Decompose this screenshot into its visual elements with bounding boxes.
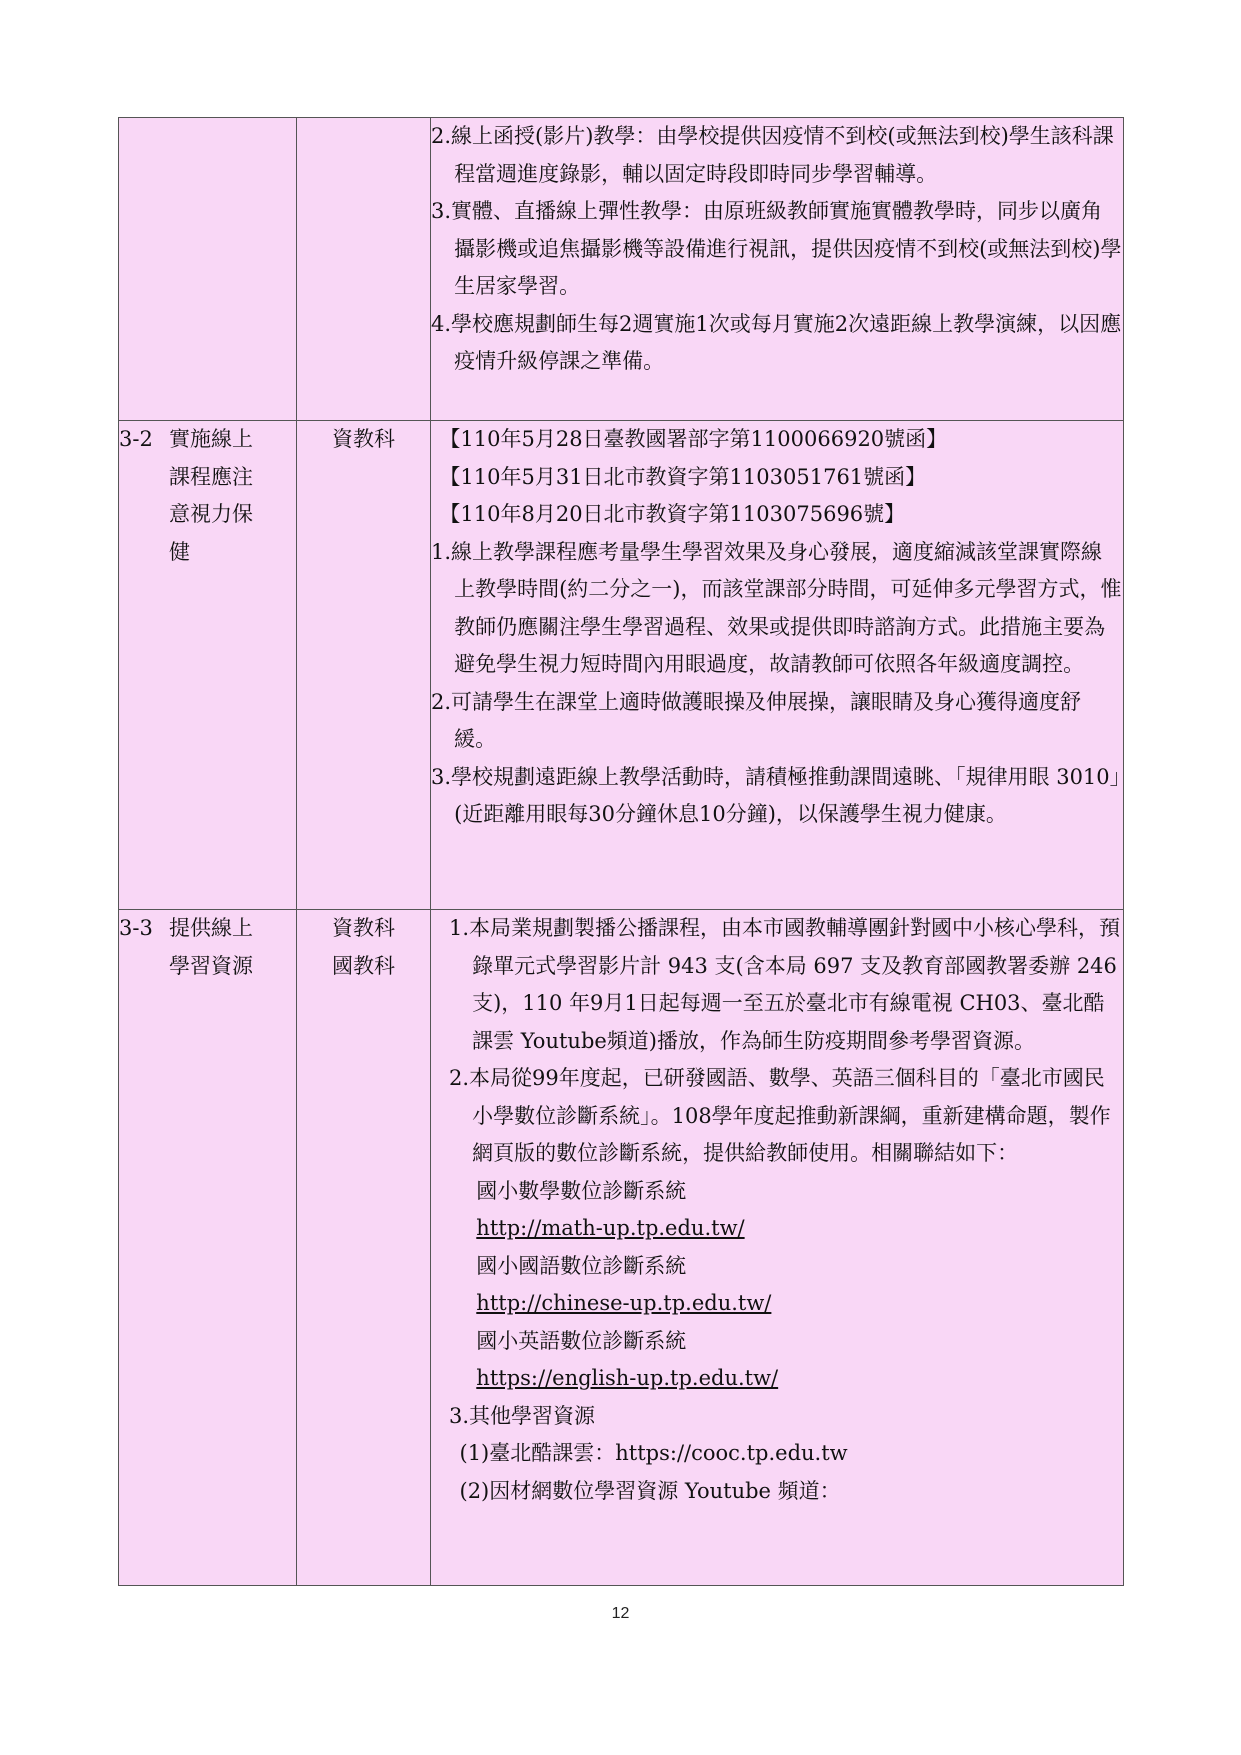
item-cell bbox=[119, 910, 297, 1586]
table-row bbox=[119, 118, 1124, 421]
sub-item: (2)因材網數位學習資源 Youtube 頻道： bbox=[459, 1478, 841, 1503]
department-cell bbox=[297, 910, 431, 1586]
content-paragraph: 3.學校規劃遠距線上教學活動時，請積極推動課間遠眺、「規律用眼 3010」(近距離用眼每30分鐘休息10分鐘)，以保護學生視力健康。 bbox=[431, 764, 1121, 826]
table-row bbox=[119, 910, 1124, 1586]
content-paragraph: 2.本局從99年度起，已研發國語、數學、英語三個科目的「臺北市國民小學數位診斷系統」。108學年度起推動新課綱，重新建構命題，製作網頁版的數位診斷系統，提供給教師使用。相關聯結如下： bbox=[449, 1066, 1111, 1165]
item-code: 3-3 bbox=[119, 916, 153, 940]
content-cell bbox=[431, 118, 1124, 421]
content-paragraph: 3.實體、直播線上彈性教學：由原班級教師實施實體教學時，同步以廣角攝影機或追焦攝影機等設備進行視訊，提供因疫情不到校(或無法到校)學生居家學習。 bbox=[431, 199, 1122, 298]
link-label: 國小數學數位診斷系統 bbox=[476, 1178, 687, 1203]
content-cell bbox=[431, 421, 1124, 910]
department-name: 資教科 bbox=[332, 427, 395, 451]
reference-document: 【110年8月20日北市教資字第1103075696號】 bbox=[439, 502, 906, 526]
item-cell bbox=[119, 118, 297, 421]
content-paragraph: 3.其他學習資源 bbox=[449, 1403, 596, 1428]
department-name: 資教科 bbox=[332, 916, 395, 940]
item-code: 3-2 bbox=[119, 427, 153, 451]
item-title: 提供線上 學習資源 bbox=[169, 916, 253, 978]
content-paragraph: 2.可請學生在課堂上適時做護眼操及伸展操，讓眼睛及身心獲得適度舒緩。 bbox=[431, 689, 1082, 751]
link-label: 國小國語數位診斷系統 bbox=[476, 1253, 687, 1278]
content-cell bbox=[431, 910, 1124, 1586]
content-paragraph: 2.線上函授(影片)教學：由學校提供因疫情不到校(或無法到校)學生該科課程當週進度錄影，輔以固定時段即時同步學習輔導。 bbox=[431, 124, 1114, 186]
item-cell bbox=[119, 421, 297, 910]
content-paragraph: 4.學校應規劃師生每2週實施1次或每月實施2次遠距線上教學演練，以因應疫情升級停課之準備。 bbox=[431, 311, 1122, 373]
english-diagnosis-link[interactable]: https://english-up.tp.edu.tw/ bbox=[476, 1366, 779, 1390]
content-paragraph: 1.本局業規劃製播公播課程，由本市國教輔導團針對國中小核心學科，預錄單元式學習影片計 943 支(含本局 697 支及教育部國教署委辦 246 支)，110 年9月1日起每週一至五於臺北市有線電視 CH03、臺北酷課雲 Youtube頻道)播放，作為師生防疫期間參考學習資源。 bbox=[449, 916, 1121, 1053]
table-row bbox=[119, 421, 1124, 910]
math-diagnosis-link[interactable]: http://math-up.tp.edu.tw/ bbox=[476, 1216, 745, 1240]
content-paragraph: 1.線上教學課程應考量學生學習效果及身心發展，適度縮減該堂課實際線上教學時間(約二分之一)，而該堂課部分時間，可延伸多元學習方式，惟教師仍應關注學生學習過程、效果或提供即時諮詢方式。此措施主要為避免學生視力短時間內用眼過度，故請教師可依照各年級適度調控。 bbox=[431, 539, 1122, 676]
sub-item: (1)臺北酷課雲：https://cooc.tp.edu.tw bbox=[459, 1441, 848, 1465]
page-number: 12 bbox=[611, 1605, 630, 1622]
item-title: 實施線上 課程應注 意視力保 健 bbox=[169, 427, 253, 564]
link-label: 國小英語數位診斷系統 bbox=[476, 1328, 687, 1353]
chinese-diagnosis-link[interactable]: http://chinese-up.tp.edu.tw/ bbox=[476, 1291, 772, 1315]
department-cell bbox=[297, 118, 431, 421]
department-cell bbox=[297, 421, 431, 910]
policy-table bbox=[118, 117, 1124, 1586]
reference-document: 【110年5月28日臺教國署部字第1100066920號函】 bbox=[439, 427, 948, 451]
reference-document: 【110年5月31日北市教資字第1103051761號函】 bbox=[439, 464, 927, 489]
department-name: 國教科 bbox=[332, 953, 395, 978]
